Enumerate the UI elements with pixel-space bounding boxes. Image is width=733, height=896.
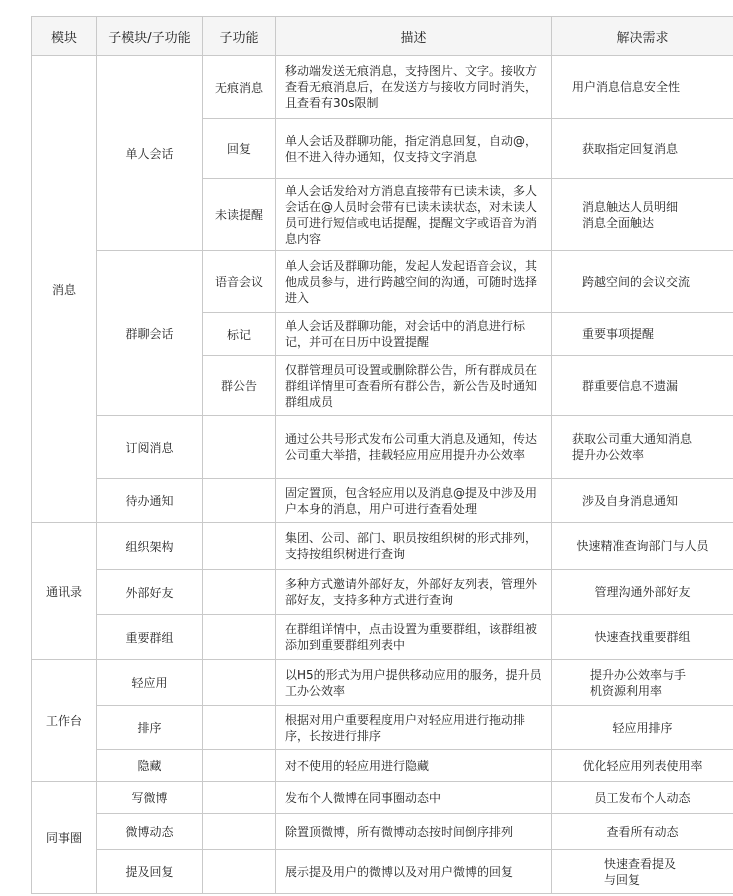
- function-cell: [203, 479, 276, 523]
- requirement-cell: 重要事项提醒: [552, 313, 733, 356]
- table-row: [32, 615, 733, 660]
- function-cell: [203, 660, 276, 706]
- description-cell: 通过公共号形式发布公司重大消息及通知，传达公司重大举措，挂载轻应用应用提升办公效率: [276, 416, 552, 479]
- table-row: [32, 523, 733, 570]
- feature-table: [31, 16, 733, 894]
- module-cell: 同事圈: [32, 782, 97, 894]
- table-row: [32, 570, 733, 615]
- description-cell: 仅群管理员可设置或删除群公告，所有群成员在群组详情里可查看所有群公告，新公告及时通知群组成员: [276, 356, 552, 416]
- submodule-cell: 隐藏: [97, 750, 203, 782]
- description-cell: 单人会话发给对方消息直接带有已读未读，多人会话在@人员时会带有已读未读状态，对未读人员可进行短信或电话提醒，提醒文字或语音为消息内容: [276, 179, 552, 251]
- requirement-cell: 管理沟通外部好友: [552, 570, 733, 615]
- function-cell: [203, 782, 276, 814]
- table-row: [32, 706, 733, 750]
- module-cell: 消息: [32, 56, 97, 523]
- requirement-cell: 快速查找重要群组: [552, 615, 733, 660]
- submodule-cell: 重要群组: [97, 615, 203, 660]
- table-row: [32, 814, 733, 850]
- description-cell: 对不使用的轻应用进行隐藏: [276, 750, 552, 782]
- description-cell: 除置顶微博，所有微博动态按时间倒序排列: [276, 814, 552, 850]
- function-cell: [203, 706, 276, 750]
- function-cell: [203, 750, 276, 782]
- requirement-cell: 轻应用排序: [552, 706, 733, 750]
- requirement-cell: 群重要信息不遗漏: [552, 356, 733, 416]
- description-cell: 根据对用户重要程度用户对轻应用进行拖动排序，长按进行排序: [276, 706, 552, 750]
- header-submodule: 子模块/子功能: [97, 17, 203, 56]
- table-row: [32, 416, 733, 479]
- submodule-cell: 组织架构: [97, 523, 203, 570]
- function-cell: 回复: [203, 119, 276, 179]
- table-row: [32, 850, 733, 894]
- requirement-cell: 获取指定回复消息: [552, 119, 733, 179]
- header-function: 子功能: [203, 17, 276, 56]
- requirement-cell: 用户消息信息安全性: [552, 56, 733, 119]
- submodule-cell: 轻应用: [97, 660, 203, 706]
- function-cell: 未读提醒: [203, 179, 276, 251]
- description-cell: 集团、公司、部门、职员按组织树的形式排列，支持按组织树进行查询: [276, 523, 552, 570]
- module-cell: 通讯录: [32, 523, 97, 660]
- submodule-cell: 排序: [97, 706, 203, 750]
- table-row: [32, 782, 733, 814]
- description-cell: 固定置顶，包含轻应用以及消息@提及中涉及用户本身的消息，用户可进行查看处理: [276, 479, 552, 523]
- requirement-cell: 快速精准查询部门与人员: [552, 523, 733, 570]
- submodule-cell: 外部好友: [97, 570, 203, 615]
- table-row: [32, 56, 733, 119]
- description-cell: 多种方式邀请外部好友，外部好友列表，管理外部好友，支持多种方式进行查询: [276, 570, 552, 615]
- requirement-cell: 跨越空间的会议交流: [552, 251, 733, 313]
- submodule-cell: 群聊会话: [97, 251, 203, 416]
- function-cell: [203, 416, 276, 479]
- requirement-cell: 提升办公效率与手 机资源利用率: [590, 667, 687, 698]
- function-cell: [203, 570, 276, 615]
- function-cell: [203, 814, 276, 850]
- description-cell: 以H5的形式为用户提供移动应用的服务，提升员工办公效率: [276, 660, 552, 706]
- function-cell: [203, 850, 276, 894]
- submodule-cell: 订阅消息: [97, 416, 203, 479]
- header-description: 描述: [276, 17, 552, 56]
- requirement-cell: 快速查看提及 与回复: [604, 856, 677, 887]
- submodule-cell: 单人会话: [97, 56, 203, 251]
- description-cell: 单人会话及群聊功能，对会话中的消息进行标记，并可在日历中设置提醒: [276, 313, 552, 356]
- header-requirement: 解决需求: [552, 17, 733, 56]
- description-cell: 发布个人微博在同事圈动态中: [276, 782, 552, 814]
- module-cell: 工作台: [32, 660, 97, 782]
- table-row: [32, 750, 733, 782]
- function-cell: 群公告: [203, 356, 276, 416]
- requirement-cell: 员工发布个人动态: [552, 782, 733, 814]
- requirement-cell: 查看所有动态: [552, 814, 733, 850]
- description-cell: 展示提及用户的微博以及对用户微博的回复: [276, 850, 552, 894]
- requirement-cell: 消息触达人员明细 消息全面触达: [582, 199, 679, 230]
- header-module: 模块: [32, 17, 97, 56]
- table-row: [32, 479, 733, 523]
- function-cell: 标记: [203, 313, 276, 356]
- submodule-cell: 待办通知: [97, 479, 203, 523]
- description-cell: 移动端发送无痕消息，支持图片、文字。接收方查看无痕消息后，在发送方与接收方同时消失，且查看有30s限制: [276, 56, 552, 119]
- submodule-cell: 微博动态: [97, 814, 203, 850]
- requirement-cell: 获取公司重大通知消息 提升办公效率: [572, 432, 693, 462]
- function-cell: 无痕消息: [203, 56, 276, 119]
- description-cell: 在群组详情中，点击设置为重要群组，该群组被添加到重要群组列表中: [276, 615, 552, 660]
- header-row: [32, 17, 733, 56]
- table-row: [32, 251, 733, 313]
- table-row: [32, 660, 733, 706]
- function-cell: [203, 615, 276, 660]
- description-cell: 单人会话及群聊功能，发起人发起语音会议，其他成员参与，进行跨越空间的沟通，可随时选择进入: [276, 251, 552, 313]
- submodule-cell: 提及回复: [97, 850, 203, 894]
- function-cell: 语音会议: [203, 251, 276, 313]
- submodule-cell: 写微博: [97, 782, 203, 814]
- requirement-cell: 优化轻应用列表使用率: [552, 750, 733, 782]
- description-cell: 单人会话及群聊功能，指定消息回复，自动@，但不进入待办通知，仅支持文字消息: [276, 119, 552, 179]
- function-cell: [203, 523, 276, 570]
- requirement-cell: 涉及自身消息通知: [552, 479, 733, 523]
